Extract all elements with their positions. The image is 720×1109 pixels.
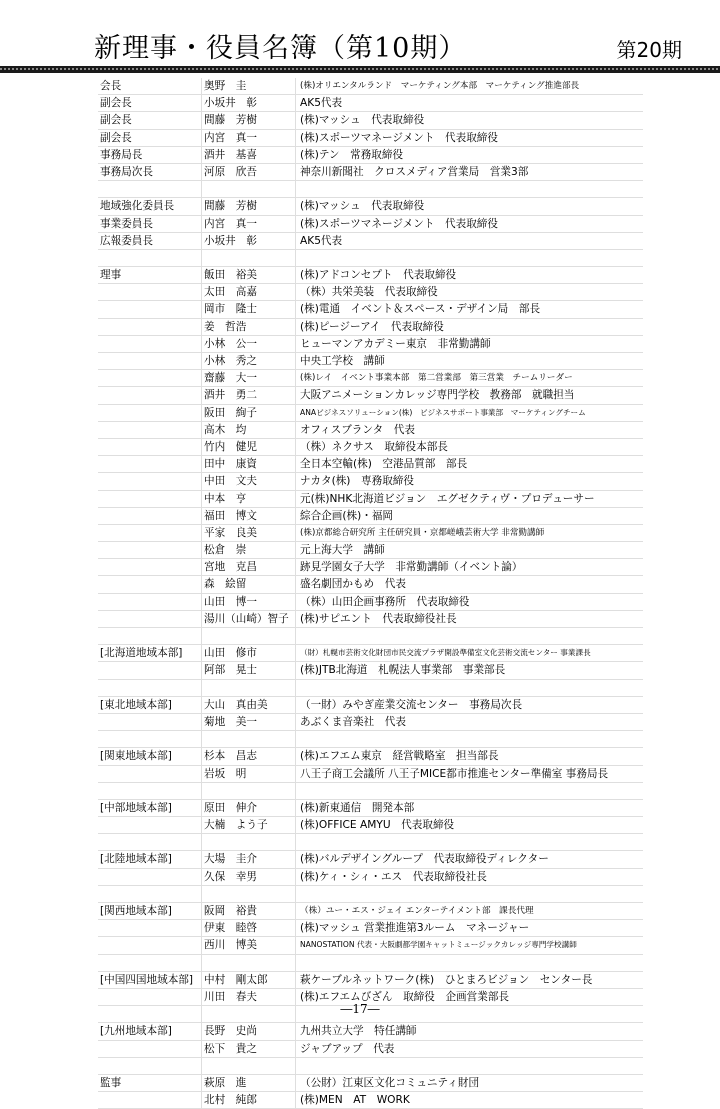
table-row <box>98 611 643 628</box>
role-cell: 理事 <box>100 269 122 282</box>
role-cell: 副会長 <box>100 131 132 144</box>
name-cell: 湯川（山崎）智子 <box>204 612 289 625</box>
name-cell: 長野 史尚 <box>204 1025 257 1038</box>
name-cell: 川田 春夫 <box>204 990 257 1003</box>
table-row <box>98 387 643 404</box>
name-cell: 松下 貴之 <box>204 1042 257 1055</box>
name-cell: 小坂井 彰 <box>204 234 257 247</box>
spacer-row <box>98 955 643 972</box>
name-cell: 内宮 真一 <box>204 131 257 144</box>
table-row <box>98 78 643 95</box>
affiliation-cell: (株)京都総合研究所 主任研究員・京都嵯峨芸術大学 非常勤講師 <box>300 527 545 538</box>
table-row <box>98 370 643 387</box>
affiliation-cell: （一財）みやぎ産業交流センター 事務局次長 <box>300 698 523 711</box>
role-cell: 事務局長 <box>100 148 143 161</box>
table-row <box>98 972 643 989</box>
table-row <box>98 130 643 147</box>
name-cell: 山田 博一 <box>204 595 257 608</box>
table-row <box>98 353 643 370</box>
affiliation-cell: (株)スポーツマネージメント 代表取締役 <box>300 217 498 230</box>
name-cell: 大楠 よう子 <box>204 819 268 832</box>
name-cell: 奥野 圭 <box>204 80 247 92</box>
role-cell: [中部地域本部] <box>100 801 172 814</box>
spacer-row <box>98 731 643 748</box>
affiliation-cell: (株)レイ イベント事業本部 第二営業部 第三営業 チームリーダー <box>300 373 573 384</box>
table-row <box>98 525 643 542</box>
name-cell: 大山 真由美 <box>204 698 268 711</box>
affiliation-cell: あぶくま音楽社 代表 <box>300 715 406 728</box>
affiliation-cell: (株)OFFICE AMYU 代表取締役 <box>300 819 455 832</box>
affiliation-cell: 萩ケーブルネットワーク(株) ひとまろビジョン センター長 <box>300 973 593 986</box>
table-row <box>98 869 643 886</box>
table-row <box>98 920 643 937</box>
role-cell: 地域強化委員長 <box>100 200 175 213</box>
table-row <box>98 198 643 215</box>
name-cell: 宮地 克昌 <box>204 561 257 574</box>
name-cell: 中田 文夫 <box>204 475 257 488</box>
table-row <box>98 817 643 834</box>
affiliation-cell: 大阪アニメーションカレッジ専門学校 教務部 就職担当 <box>300 389 575 402</box>
affiliation-cell: ジャブアップ 代表 <box>300 1042 395 1055</box>
name-cell: 北村 純郎 <box>204 1094 257 1107</box>
role-cell: [中国四国地域本部] <box>100 973 194 986</box>
name-cell: 松倉 崇 <box>204 544 247 557</box>
name-cell: 間藤 芳樹 <box>204 114 257 127</box>
affiliation-cell: (株)エフエムびざん 取締役 企画営業部長 <box>300 990 510 1003</box>
role-cell: [九州地域本部] <box>100 1025 172 1038</box>
affiliation-cell: (株)新東通信 開発本部 <box>300 801 415 814</box>
table-row <box>98 766 643 783</box>
table-row <box>98 594 643 611</box>
name-cell: 間藤 芳樹 <box>204 200 257 213</box>
affiliation-cell: (株)ピージーアイ 代表取締役 <box>300 320 444 333</box>
affiliation-cell: 綜合企画(株)・福岡 <box>300 509 394 522</box>
table-row <box>98 301 643 318</box>
affiliation-cell: 跡見学園女子大学 非常勤講師（イベント論） <box>300 561 523 574</box>
affiliation-cell: (株)バルデザイングループ 代表取締役ディレクター <box>300 853 549 866</box>
table-row <box>98 903 643 920</box>
affiliation-cell: （株）ネクサス 取締役本部長 <box>300 440 448 453</box>
affiliation-cell: 神奈川新聞社 クロスメディア営業局 営業3部 <box>300 165 529 178</box>
name-cell: 太田 高嘉 <box>204 286 257 299</box>
table-row <box>98 147 643 164</box>
name-cell: 原田 伸介 <box>204 801 257 814</box>
table-row <box>98 748 643 765</box>
table-row <box>98 319 643 336</box>
affiliation-cell: 元(株)NHK北海道ビジョン エグゼクティヴ・プロデューサー <box>300 492 595 505</box>
affiliation-cell: （株）山田企画事務所 代表取締役 <box>300 595 470 608</box>
role-cell: [東北地域本部] <box>100 698 172 711</box>
name-cell: 福田 博文 <box>204 509 257 522</box>
affiliation-cell: ヒューマンアカデミー東京 非常勤講師 <box>300 337 491 350</box>
affiliation-cell: (株)アドコンセプト 代表取締役 <box>300 269 457 282</box>
table-row <box>98 267 643 284</box>
role-cell: 事務局次長 <box>100 165 153 178</box>
affiliation-cell: (株)サピエント 代表取締役社長 <box>300 612 457 625</box>
table-row <box>98 1041 643 1058</box>
table-row <box>98 1092 643 1109</box>
affiliation-cell: (株)マッシュ 代表取締役 <box>300 114 425 127</box>
table-row <box>98 645 643 662</box>
table-row <box>98 233 643 250</box>
table-row <box>98 336 643 353</box>
page-title: 新理事・役員名簿（第10期） <box>94 33 467 64</box>
name-cell: 阿部 晃士 <box>204 664 257 677</box>
name-cell: 河原 欣吾 <box>204 165 257 178</box>
name-cell: 岩坂 明 <box>204 767 247 780</box>
name-cell: 平家 良美 <box>204 526 257 539</box>
name-cell: 酒井 勇二 <box>204 389 257 402</box>
name-cell: 姜 哲浩 <box>204 320 247 333</box>
affiliation-cell: (株)マッシュ 代表取締役 <box>300 200 425 213</box>
spacer-row <box>98 886 643 903</box>
table-row <box>98 216 643 233</box>
table-row <box>98 559 643 576</box>
table-row <box>98 284 643 301</box>
name-cell: 竹内 健児 <box>204 440 257 453</box>
affiliation-cell: AK5代表 <box>300 234 343 247</box>
role-cell: [関西地域本部] <box>100 905 172 917</box>
affiliation-cell: (株)JTB北海道 札幌法人事業部 事業部長 <box>300 664 506 677</box>
member-table <box>98 78 643 1109</box>
table-row <box>98 491 643 508</box>
affiliation-cell: (株)スポーツマネージメント 代表取締役 <box>300 131 498 144</box>
name-cell: 山田 修市 <box>204 647 257 660</box>
affiliation-cell: （公財）江東区文化コミュニティ財団 <box>300 1076 480 1089</box>
name-cell: 大場 圭介 <box>204 853 257 866</box>
name-cell: 森 絵留 <box>204 578 247 591</box>
spacer-row <box>98 181 643 198</box>
role-cell: 副会長 <box>100 97 132 110</box>
name-cell: 小坂井 彰 <box>204 97 257 110</box>
role-cell: [関東地域本部] <box>100 750 172 763</box>
affiliation-cell: 九州共立大学 特任講師 <box>300 1025 417 1038</box>
name-cell: 中村 剛太郎 <box>204 973 268 986</box>
name-cell: 小林 秀之 <box>204 355 257 367</box>
name-cell: 齋藤 大一 <box>204 372 257 385</box>
role-cell: 副会長 <box>100 114 132 127</box>
spacer-row <box>98 834 643 851</box>
spacer-row <box>98 1058 643 1075</box>
role-cell: 広報委員長 <box>100 234 153 247</box>
spacer-row <box>98 250 643 267</box>
affiliation-cell: （株）共栄美装 代表取締役 <box>300 286 438 299</box>
name-cell: 小林 公一 <box>204 337 257 350</box>
name-cell: 岡市 隆士 <box>204 303 257 316</box>
spacer-row <box>98 783 643 800</box>
name-cell: 阪岡 裕貴 <box>204 905 257 917</box>
table-row <box>98 1075 643 1092</box>
table-row <box>98 542 643 559</box>
affiliation-cell: （財）札幌市芸術文化財団市民交流プラザ開設準備室文化芸術交流センター 事業課長 <box>300 648 591 658</box>
table-row <box>98 851 643 868</box>
role-cell: 事業委員長 <box>100 217 153 230</box>
table-row <box>98 439 643 456</box>
name-cell: 飯田 裕美 <box>204 269 257 282</box>
name-cell: 久保 幸男 <box>204 870 257 883</box>
table-row <box>98 456 643 473</box>
name-cell: 高木 均 <box>204 423 247 436</box>
name-cell: 杉本 昌志 <box>204 750 257 763</box>
table-row <box>98 112 643 129</box>
affiliation-cell: (株)テン 常務取締役 <box>300 148 404 161</box>
affiliation-cell: AK5代表 <box>300 97 343 110</box>
affiliation-cell: (株)MEN AT WORK <box>300 1094 410 1107</box>
table-row <box>98 508 643 525</box>
name-cell: 伊東 睦啓 <box>204 922 257 935</box>
name-cell: 萩原 進 <box>204 1076 247 1089</box>
affiliation-cell: ANAビジネスソリューション(株) ビジネスサポート事業部 マーケティングチーム <box>300 407 586 417</box>
issue-number: 第20期 <box>616 38 682 62</box>
table-row <box>98 95 643 112</box>
role-cell: 会長 <box>100 80 122 92</box>
affiliation-cell: (株)電通 イベント＆スペース・デザイン局 部長 <box>300 303 541 316</box>
affiliation-cell: 盛名劇団かもめ 代表 <box>300 578 406 591</box>
role-cell: [北陸地域本部] <box>100 853 172 866</box>
role-cell: 監事 <box>100 1076 122 1089</box>
affiliation-cell: (株)ケィ・シィ・エス 代表取締役社長 <box>300 870 487 883</box>
name-cell: 内宮 真一 <box>204 217 257 230</box>
table-row <box>98 405 643 422</box>
affiliation-cell: (株)オリエンタルランド マーケティング本部 マーケティング推進部長 <box>300 81 580 91</box>
spacer-row <box>98 680 643 697</box>
table-row <box>98 164 643 181</box>
name-cell: 西川 博美 <box>204 939 257 952</box>
affiliation-cell: 八王子商工会議所 八王子MICE都市推進センター準備室 事務局長 <box>300 767 609 780</box>
affiliation-cell: (株)マッシュ 営業推進第3ルーム マネージャー <box>300 922 530 935</box>
affiliation-cell: 元上海大学 講師 <box>300 544 385 557</box>
table-row <box>98 714 643 731</box>
table-row <box>98 1023 643 1040</box>
table-row <box>98 800 643 817</box>
table-row <box>98 473 643 490</box>
table-row <box>98 576 643 593</box>
name-cell: 菊地 美一 <box>204 715 257 728</box>
table-row <box>98 422 643 439</box>
affiliation-cell: 全日本空輸(株) 空港品質部 部長 <box>300 458 468 471</box>
name-cell: 田中 康資 <box>204 458 257 471</box>
name-cell: 阪田 絢子 <box>204 406 257 419</box>
affiliation-cell: （株）ユー・エス・ジェイ エンターテイメント部 課長代理 <box>300 906 534 916</box>
affiliation-cell: ナカタ(株) 専務取締役 <box>300 475 414 488</box>
header-rule <box>0 66 720 73</box>
role-cell: [北海道地域本部] <box>100 647 183 660</box>
affiliation-cell: NANOSTATION 代表・大阪劇都学園キャットミュージックカレッジ専門学校講師 <box>300 940 577 950</box>
table-row <box>98 937 643 954</box>
affiliation-cell: オフィスブランタ 代表 <box>300 423 415 436</box>
table-row <box>98 697 643 714</box>
name-cell: 酒井 基喜 <box>204 148 257 161</box>
affiliation-cell: 中央工学校 講師 <box>300 355 385 367</box>
page-number: ―17― <box>340 1002 380 1016</box>
table-row <box>98 662 643 679</box>
affiliation-cell: (株)エフエム東京 経営戦略室 担当部長 <box>300 750 499 763</box>
spacer-row <box>98 628 643 645</box>
name-cell: 中本 亨 <box>204 492 247 505</box>
